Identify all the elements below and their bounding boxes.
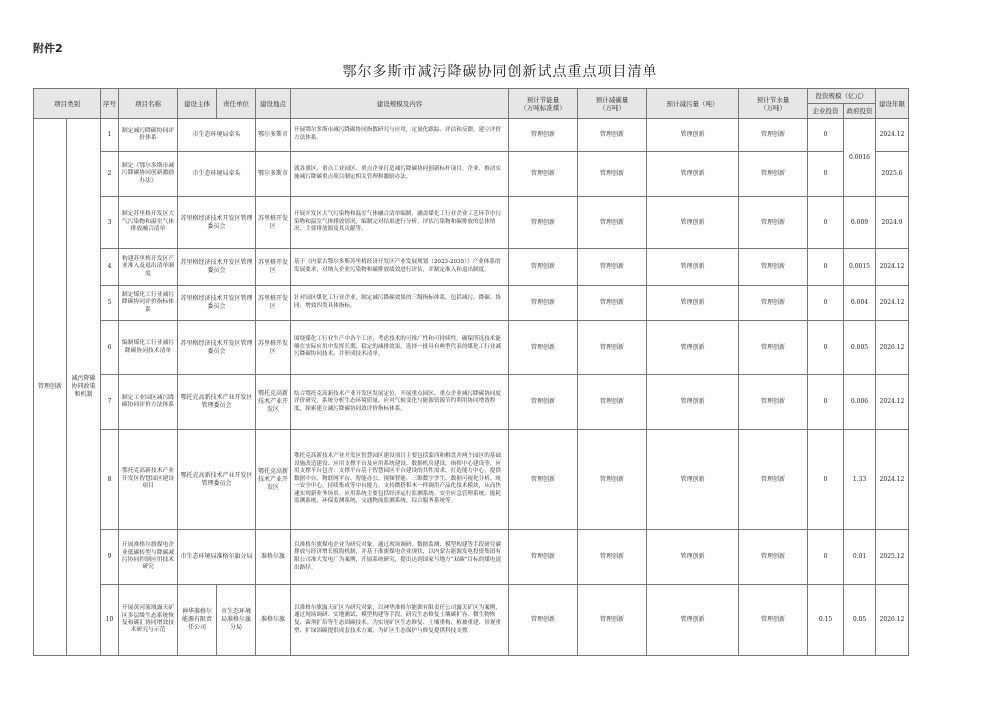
cell-builder: 苏里格经济技术开发区管理委员会	[178, 321, 256, 375]
cell-builder: 苏里格经济技术开发区管理委员会	[178, 286, 256, 321]
cell-water: 管理创新	[739, 152, 808, 197]
cell-government: 0.006	[844, 375, 876, 430]
cell-water: 管理创新	[739, 375, 808, 430]
cell-pollution: 管理创新	[647, 375, 739, 430]
cell-enterprise: 0	[808, 197, 844, 249]
cell-pollution: 管理创新	[647, 152, 739, 197]
attachment-label: 附件2	[33, 42, 63, 55]
cell-government: 0.005	[844, 321, 876, 375]
category-sub: 减污降碳协同政策和机制	[67, 119, 101, 656]
cell-energy: 管理创新	[509, 286, 578, 321]
cell-scale: 围绕煤化工行业生产中各个工序，考虑技术的可推广性和可持续性，确保所选技术能够在实际应用中发挥长期、稳定的减排效果，选择一批具有典型代表的煤化工行业减污降碳协同技术，并形成技术清单。	[291, 321, 509, 375]
cell-location: 鄂托克高新技术产业开发区	[256, 375, 291, 430]
cell-energy: 管理创新	[509, 430, 578, 530]
cell-energy: 管理创新	[509, 375, 578, 430]
cell-enterprise: 0.15	[808, 585, 844, 656]
cell-scale: 鄂托克高新技术产业开发区智慧园区建设项目主要包括蒙西和棋盘井两个园区的基础设施改造建设、应用支撑平台及应用系统建设、数据机房建设、指挥中心建设等。应用支撑平台包含：支撑平台基于智慧园区平台建设的共性需求，打造能力中心，提供数据中台、物联网平台、智能办公、视频智能、三维数字孪生、数据可视化分析、统一安全中心，持续集成等中台能力。支持微搭积木一样调用产品化技术模块，从而快速实现新业务场景。应用系统主要包括经济运行监测系统、安全应急管理系统、能耗监测系统、环保监测系统、交通物流监测系统、综合服务系统等。	[291, 430, 509, 530]
table-row	[34, 197, 909, 249]
cell-carbon: 管理创新	[578, 430, 647, 530]
cell-pollution: 管理创新	[647, 585, 739, 656]
table-row	[34, 119, 909, 152]
cell-seq: 6	[101, 321, 119, 375]
cell-name: 制定减污降碳协同评价体系	[119, 119, 178, 152]
header-seq: 序号	[101, 89, 119, 119]
header-scale: 建设规模及内容	[291, 89, 509, 119]
cell-carbon: 管理创新	[578, 152, 647, 197]
cell-name: 制定《鄂尔多斯市减污降碳协同创新激励办法》	[119, 152, 178, 197]
cell-location: 苏里格开发区	[256, 286, 291, 321]
cell-water: 管理创新	[739, 585, 808, 656]
cell-water: 管理创新	[739, 430, 808, 530]
cell-enterprise: 0	[808, 430, 844, 530]
header-investment: 投资规模（亿元）	[808, 89, 876, 104]
cell-carbon: 管理创新	[578, 375, 647, 430]
cell-water: 管理创新	[739, 249, 808, 286]
cell-year: 2026.12	[876, 321, 909, 375]
cell-carbon: 管理创新	[578, 286, 647, 321]
cell-location: 准格尔旗	[256, 530, 291, 585]
cell-seq: 8	[101, 430, 119, 530]
cell-pollution: 管理创新	[647, 197, 739, 249]
header-year: 建设年限	[876, 89, 909, 119]
cell-builder: 神华准格尔能源有限责任公司	[178, 585, 217, 656]
cell-enterprise: 0	[808, 375, 844, 430]
cell-builder: 鄂托克高新技术产业开发区管理委员会	[178, 430, 256, 530]
cell-year: 2024.12	[876, 249, 909, 286]
project-table	[33, 88, 909, 656]
cell-year: 2024.12	[876, 119, 909, 152]
cell-scale: 以准格尔旗煤电企业为研究对象，通过现场调研、数据监测、模型构建等手段研究碳排放与经济增长脱钩机制，并基于准旗煤电企业现状，以内蒙古能源发电投资集团有限公司准大发电厂为案例，开展系统研究，提出达到国家与地方“双碳”目标的煤电退出路径。	[291, 530, 509, 585]
cell-energy: 管理创新	[509, 197, 578, 249]
category-main: 管理创新	[34, 119, 67, 656]
cell-pollution: 管理创新	[647, 286, 739, 321]
cell-carbon: 管理创新	[578, 321, 647, 375]
cell-year: 2024.12	[876, 430, 909, 530]
cell-builder: 苏里格经济技术开发区管理委员会	[178, 249, 256, 286]
cell-builder: 市生态环境局准格尔旗分局	[178, 530, 256, 585]
cell-scale: 开展鄂尔多斯市减污降碳协同指数研究与应用，定量化跟踪、评估和反馈，建立评价方法体系。	[291, 119, 509, 152]
cell-name: 制定煤化工行业减污降碳协同评价指标体系	[119, 286, 178, 321]
cell-scale: 就各旗区、重点工业园区、重点企业打造减污降碳协同创新标杆项目、企业、推动实施减污降碳重点项目制定相关管理和激励办法。	[291, 152, 509, 197]
cell-government: 0.009	[844, 197, 876, 249]
cell-government: 1.33	[844, 430, 876, 530]
header-responsible: 责任单位	[217, 89, 256, 119]
cell-year: 2024.12	[876, 286, 909, 321]
cell-enterprise: 0	[808, 286, 844, 321]
cell-name: 制定苏里格开发区大气污染物和温室气体排放融合清单	[119, 197, 178, 249]
cell-location: 苏里格开发区	[256, 321, 291, 375]
table-header	[34, 89, 909, 119]
cell-location: 鄂尔多斯市	[256, 152, 291, 197]
cell-scale: 以准格尔旗露天矿区为研究对象，以神华准格尔能源有限责任公司露天矿区为案例，通过现场调研、实地测试、模型构建等手段，研究生态修复土壤碳扩容、微生物恢复、菌剂扩培等生态固碳技术。为实现矿区生态修复、土壤重构、植被重建、景观重塑、扩绿固碳提供成套技术方案，为矿区生态保护与修复提供科技支撑。	[291, 585, 509, 656]
table-body	[34, 119, 909, 656]
cell-carbon: 管理创新	[578, 119, 647, 152]
cell-builder: 市生态环境局牵头	[178, 152, 256, 197]
table-row	[34, 152, 909, 197]
header-category: 项目类别	[34, 89, 101, 119]
cell-enterprise: 0	[808, 249, 844, 286]
cell-seq: 4	[101, 249, 119, 286]
cell-responsible: 市生态环境局准格尔旗分局	[217, 585, 256, 656]
cell-energy: 管理创新	[509, 585, 578, 656]
cell-enterprise: 0	[808, 530, 844, 585]
cell-seq: 5	[101, 286, 119, 321]
cell-energy: 管理创新	[509, 321, 578, 375]
header-carbon: 预计减碳量 （万吨）	[578, 89, 647, 119]
cell-energy: 管理创新	[509, 249, 578, 286]
table-row	[34, 585, 909, 656]
cell-year: 2026.12	[876, 585, 909, 656]
cell-government: 0.004	[844, 286, 876, 321]
cell-year: 2025.6	[876, 152, 909, 197]
cell-government: 0.01	[844, 530, 876, 585]
table-row	[34, 286, 909, 321]
cell-name: 制定工业园区减污降碳协同评价方法体系	[119, 375, 178, 430]
cell-energy: 管理创新	[509, 152, 578, 197]
table-row	[34, 249, 909, 286]
cell-seq: 10	[101, 585, 119, 656]
cell-water: 管理创新	[739, 530, 808, 585]
cell-builder: 市生态环境局牵头	[178, 119, 256, 152]
cell-carbon: 管理创新	[578, 585, 647, 656]
header-location: 建设地点	[256, 89, 291, 119]
cell-location: 鄂尔多斯市	[256, 119, 291, 152]
cell-name: 编制煤化工行业减污降碳协同技术清单	[119, 321, 178, 375]
cell-pollution: 管理创新	[647, 530, 739, 585]
header-name: 项目名称	[119, 89, 178, 119]
cell-scale: 基于《内蒙古鄂尔多斯苏里格经济开发区产业发展规划（2023-2035）》产业体系的发展要求，对纳入企业污染物和碳排放绩效进行评估，并制定准入和退出制度。	[291, 249, 509, 286]
cell-carbon: 管理创新	[578, 249, 647, 286]
cell-seq: 7	[101, 375, 119, 430]
table-row	[34, 321, 909, 375]
cell-name: 鄂托克高新技术产业开发区智慧园区建设项目	[119, 430, 178, 530]
cell-carbon: 管理创新	[578, 197, 647, 249]
cell-year: 2024.9	[876, 197, 909, 249]
header-pollution: 预计减污量（吨）	[647, 89, 739, 119]
header-enterprise: 企业投资	[808, 104, 844, 119]
header-government: 政府投资	[844, 104, 876, 119]
table-row	[34, 375, 909, 430]
cell-scale: 结合鄂托克高新技术产业开发区发展定位，开展重点园区、重点企业减污降碳协同度评价研究，系统分析生态环境质量、应对气候变化与能源资源节约利用协同增效程度，探索建立减污降碳协同效评价指标体系。	[291, 375, 509, 430]
cell-energy: 管理创新	[509, 119, 578, 152]
cell-carbon: 管理创新	[578, 530, 647, 585]
header-water: 预计节水量 （万吨）	[739, 89, 808, 119]
cell-builder: 苏里格经济技术开发区管理委员会	[178, 197, 256, 249]
cell-government: 0.0016	[844, 119, 876, 197]
cell-pollution: 管理创新	[647, 249, 739, 286]
cell-water: 管理创新	[739, 119, 808, 152]
cell-seq: 3	[101, 197, 119, 249]
cell-scale: 开展开发区大气污染物和温室气体融合清单编制，涵盖煤化工行业企业工艺环节中污染物和温室气体排放情况，编制完对结果进行分析，评估污染物和碳排放的总体情况、主要排放源及其贡献等。	[291, 197, 509, 249]
cell-water: 管理创新	[739, 321, 808, 375]
cell-name: 构建苏里格开发区产业准入及退出清单制度	[119, 249, 178, 286]
cell-location: 苏里格开发区	[256, 197, 291, 249]
cell-location: 苏里格开发区	[256, 249, 291, 286]
cell-pollution: 管理创新	[647, 430, 739, 530]
cell-water: 管理创新	[739, 286, 808, 321]
cell-seq: 2	[101, 152, 119, 197]
cell-energy: 管理创新	[509, 530, 578, 585]
cell-scale: 针对园区煤化工行业企业，制定减污降碳效果的三级指标体系，包括减污、降碳、协同、增效四类具体指标。	[291, 286, 509, 321]
cell-enterprise: 0	[808, 119, 844, 152]
header-energy: 预计节能量 （万吨标准煤）	[509, 89, 578, 119]
cell-location: 准格尔旗	[256, 585, 291, 656]
cell-year: 2024.12	[876, 375, 909, 430]
cell-pollution: 管理创新	[647, 119, 739, 152]
cell-name: 开展准格尔旗煤电企业低碳转型与降碳减污协同控制应用技术研究	[119, 530, 178, 585]
cell-government: 0.05	[844, 585, 876, 656]
header-builder: 建设主体	[178, 89, 217, 119]
cell-seq: 9	[101, 530, 119, 585]
cell-year: 2025.12	[876, 530, 909, 585]
cell-enterprise: 0	[808, 321, 844, 375]
cell-seq: 1	[101, 119, 119, 152]
cell-water: 管理创新	[739, 197, 808, 249]
table-row	[34, 430, 909, 530]
table-row	[34, 530, 909, 585]
document-title: 鄂尔多斯市减污降碳协同创新试点重点项目清单	[342, 64, 658, 80]
cell-name: 开展黄河流域露天矿区多层级生态系统恢复和碳汇协同增效技术研究与示范	[119, 585, 178, 656]
cell-builder: 鄂托克高新技术产业开发区管理委员会	[178, 375, 256, 430]
cell-enterprise: 0	[808, 152, 844, 197]
cell-pollution: 管理创新	[647, 321, 739, 375]
cell-location: 鄂托克高新技术产业开发区	[256, 430, 291, 530]
cell-government: 0.0015	[844, 249, 876, 286]
